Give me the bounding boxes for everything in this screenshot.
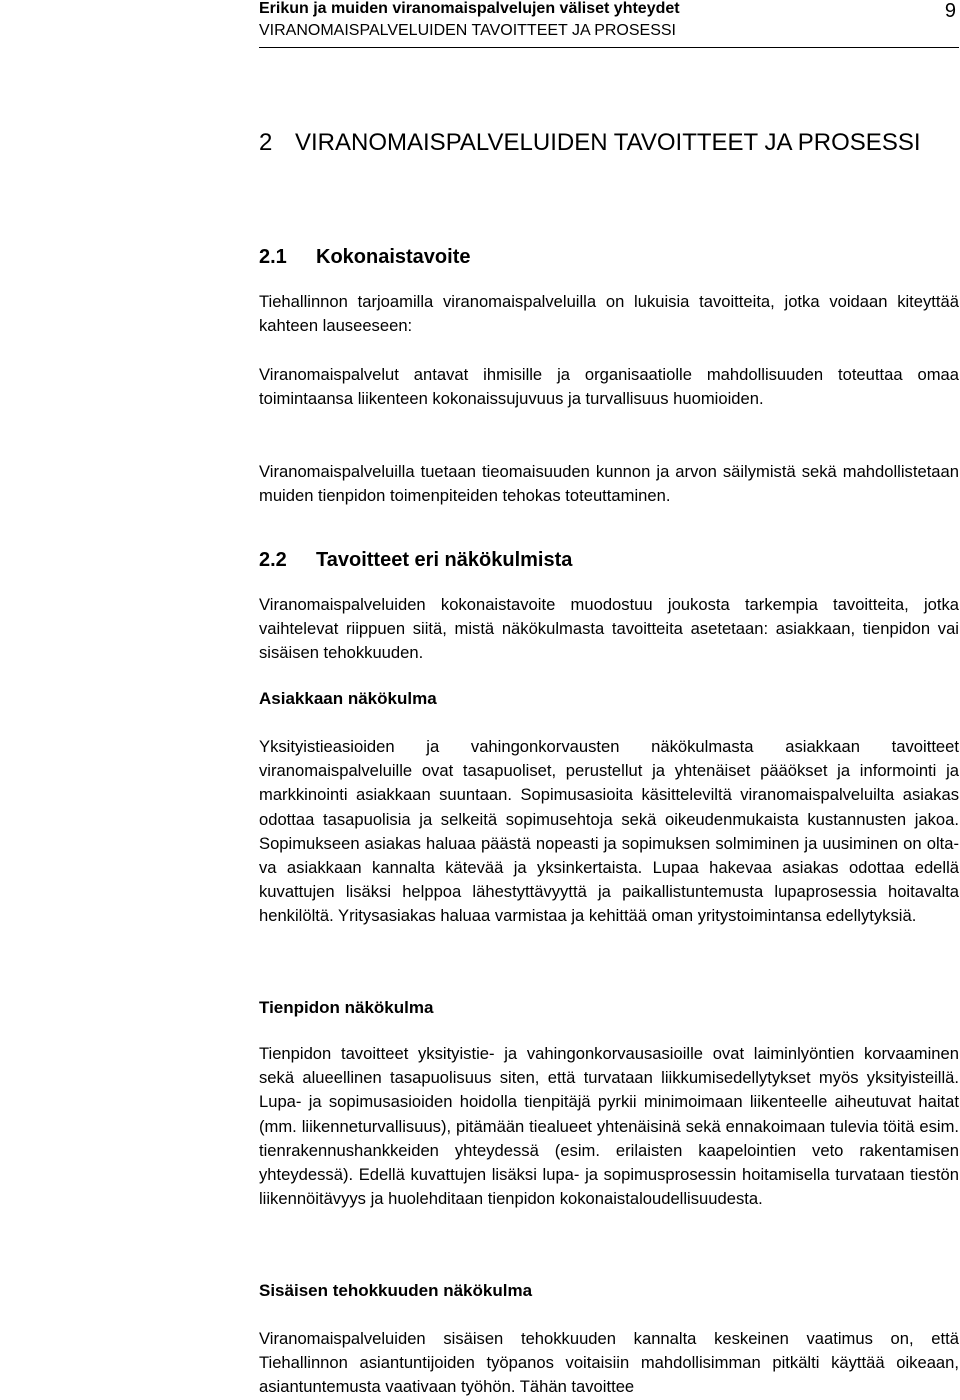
paragraph: Yksityistieasioiden ja vahingonkorvausten näkökulmasta asiakkaan tavoitteet viranomaispalveluille ovat tasapuoliset, perustellut ja yhtenäiset pääökset ja informointi ja markkinointi asiakkaan suuntaan. Sopimusasioita käsitteleviltä viranomaispalveluilta asiakas odottaa tasapuolisia ja selkeitä sopimusehtoja sekä oikeudenmukaista kustannusten jakoa. Sopimukseen asiakas haluaa päästä nopeasti ja sopimuksen solmiminen ja uusiminen on oltava asiakkaan kannalta kätevää ja yksinkertaista. Lupaa hakevaa asiakas odottaa edellä kuvattujen lisäksi helppoa lähestyttävyyttä ja paikallistuntemusta lupaprosessia hoitavalta henkilöltä. Yritysasiakas haluaa varmistaa ja kehittää oman yritystoimintansa edellytyksiä. <box>259 737 959 926</box>
chapter-title: VIRANOMAISPALVELUIDEN TAVOITTEET JA PROSESSI <box>295 129 921 156</box>
paragraph: Viranomaispalvelut antavat ihmisille ja organisaatiolle mahdollisuuden toteuttaa omaa toimintaansa liikenteen kokonaissujuvuus ja turvallisuus huomioiden. <box>259 365 959 409</box>
paragraph: Viranomaispalveluilla tuetaan tieomaisuuden kunnon ja arvon säilymistä sekä mahdollistetaan muiden tienpidon toimenpiteiden tehokas toteuttaminen. <box>259 462 959 506</box>
paragraph: Viranomaispalveluiden kokonaistavoite muodostuu joukosta tarkempia tavoitteita, jotka vaihtelevat riippuen siitä, mistä näkökulmasta tavoitteita asetetaan: asiakkaan, tienpidon vai sisäisen tehokkuuden. <box>259 595 959 663</box>
subheading-sisaisen: Sisäisen tehokkuuden näkökulma <box>259 1281 533 1300</box>
section-heading-2-2 <box>259 547 572 573</box>
subheading-tienpidon: Tienpidon näkökulma <box>259 998 434 1017</box>
section-heading-2-1 <box>259 244 470 270</box>
running-header <box>259 0 959 48</box>
header-document-title: Erikun ja muiden viranomaispalvelujen väliset yhteydet <box>259 0 680 17</box>
header-chapter-title: VIRANOMAISPALVELUIDEN TAVOITTEET JA PROSESSI <box>259 22 676 39</box>
paragraph: Tienpidon tavoitteet yksityistie- ja vahingonkorvausasioille ovat laiminlyöntien korvaaminen sekä alueellinen tasapuolisuus siten, että turvataan liikkumisedellytykset myös yksityisteillä. Lupa- ja sopimusasioiden hoidolla tienpitäjä pyrkii minimoimaan liikenteelle aiheutuvat haitat (mm. liikenneturvallisuus), pitämään tiealueet yhtenäisinä sekä ennakoimaan tulevia töitä esim. tienrakennushankkeiden yhteydessä (esim. erilaisten kaapelointien veto rakentamisen yhteydessä). Edellä kuvattujen lisäksi lupa- ja sopimusprosessin hoitamisella turvataan tiestön liikennöitävyys ja huolehditaan tienpidon kokonaistaloudellisuudesta. <box>259 1044 959 1209</box>
chapter-number: 2 <box>259 129 273 156</box>
chapter-heading <box>259 127 935 159</box>
section-title: Kokonaistavoite <box>316 246 471 268</box>
page-number: 9 <box>944 0 956 22</box>
section-number: 2.2 <box>259 549 287 571</box>
subheading-asiakkaan: Asiakkaan näkökulma <box>259 689 437 708</box>
paragraph: Tiehallinnon tarjoamilla viranomaispalveluilla on lukuisia tavoitteita, jotka voidaan kiteyttää kahteen lauseeseen: <box>259 292 959 336</box>
paragraph: Viranomaispalveluiden sisäisen tehokkuuden kannalta keskeinen vaatimus on, että Tiehallinnon asiantuntijoiden työpanos voitaisiin mahdollisimman pitkälti käyttää oikeaan, asiantuntemusta vaativaan työhön. Tähän tavoittee <box>259 1329 959 1397</box>
section-number: 2.1 <box>259 246 287 268</box>
section-title: Tavoitteet eri näkökulmista <box>316 549 573 571</box>
